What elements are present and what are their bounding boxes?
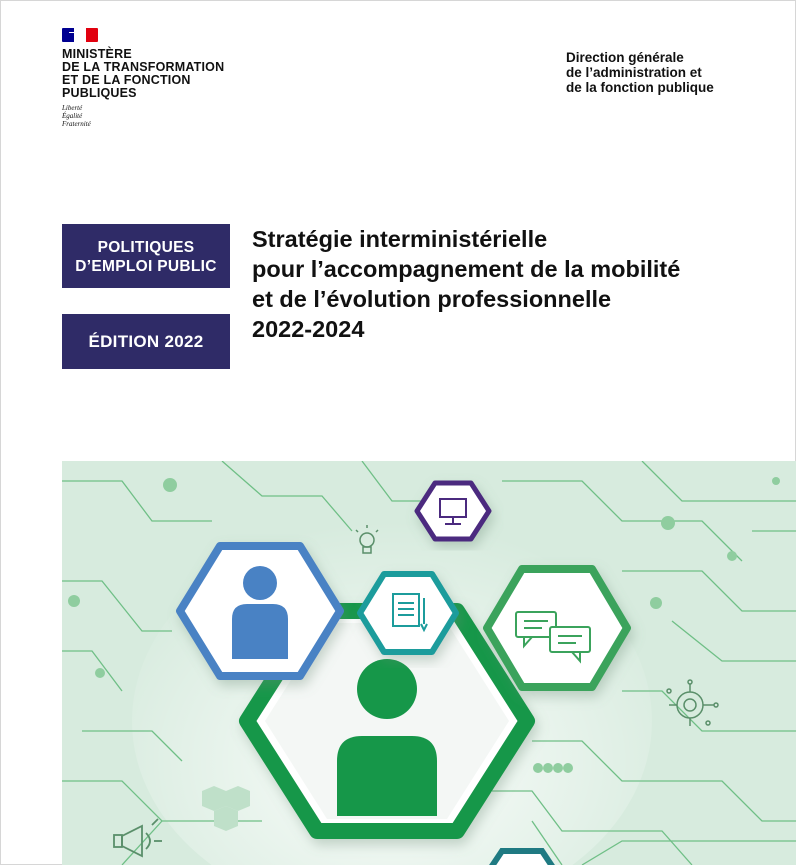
direction-line: de l’administration et xyxy=(566,65,702,80)
direction-line: de la fonction publique xyxy=(566,80,714,95)
computer-hexagon xyxy=(417,483,489,539)
chat-hexagon xyxy=(487,569,627,687)
ministry-line: PUBLIQUES xyxy=(62,86,137,100)
motto-line: Fraternité xyxy=(62,120,91,128)
cover-illustration xyxy=(62,461,796,865)
title-line: Stratégie interministérielle xyxy=(252,226,548,252)
direction-line: Direction générale xyxy=(566,50,684,65)
ministry-name xyxy=(62,48,224,100)
marianne-flag-icon xyxy=(62,28,98,42)
motto-line: Égalité xyxy=(62,112,83,120)
document-title xyxy=(252,224,680,344)
edition-tag: ÉDITION 2022 xyxy=(62,314,230,369)
ministry-line: ET DE LA FONCTION xyxy=(62,73,191,87)
ministry-line: DE LA TRANSFORMATION xyxy=(62,60,225,74)
category-line: POLITIQUES xyxy=(97,239,195,256)
motto xyxy=(62,104,224,128)
title-line: pour l’accompagnement de la mobilité xyxy=(252,256,681,282)
person-hexagon-blue xyxy=(180,546,340,676)
ministry-logo xyxy=(62,28,224,128)
title-line: et de l’évolution professionnelle xyxy=(252,286,612,312)
motto-line: Liberté xyxy=(62,104,83,112)
notepad-hexagon xyxy=(360,574,456,652)
network-illustration xyxy=(62,461,796,865)
ministry-line: MINISTÈRE xyxy=(62,47,132,61)
category-line: D’EMPLOI PUBLIC xyxy=(75,258,217,275)
direction-name xyxy=(566,50,714,95)
megaphone-icon xyxy=(114,819,162,856)
category-tag xyxy=(62,224,230,288)
title-line: 2022-2024 xyxy=(252,316,365,342)
